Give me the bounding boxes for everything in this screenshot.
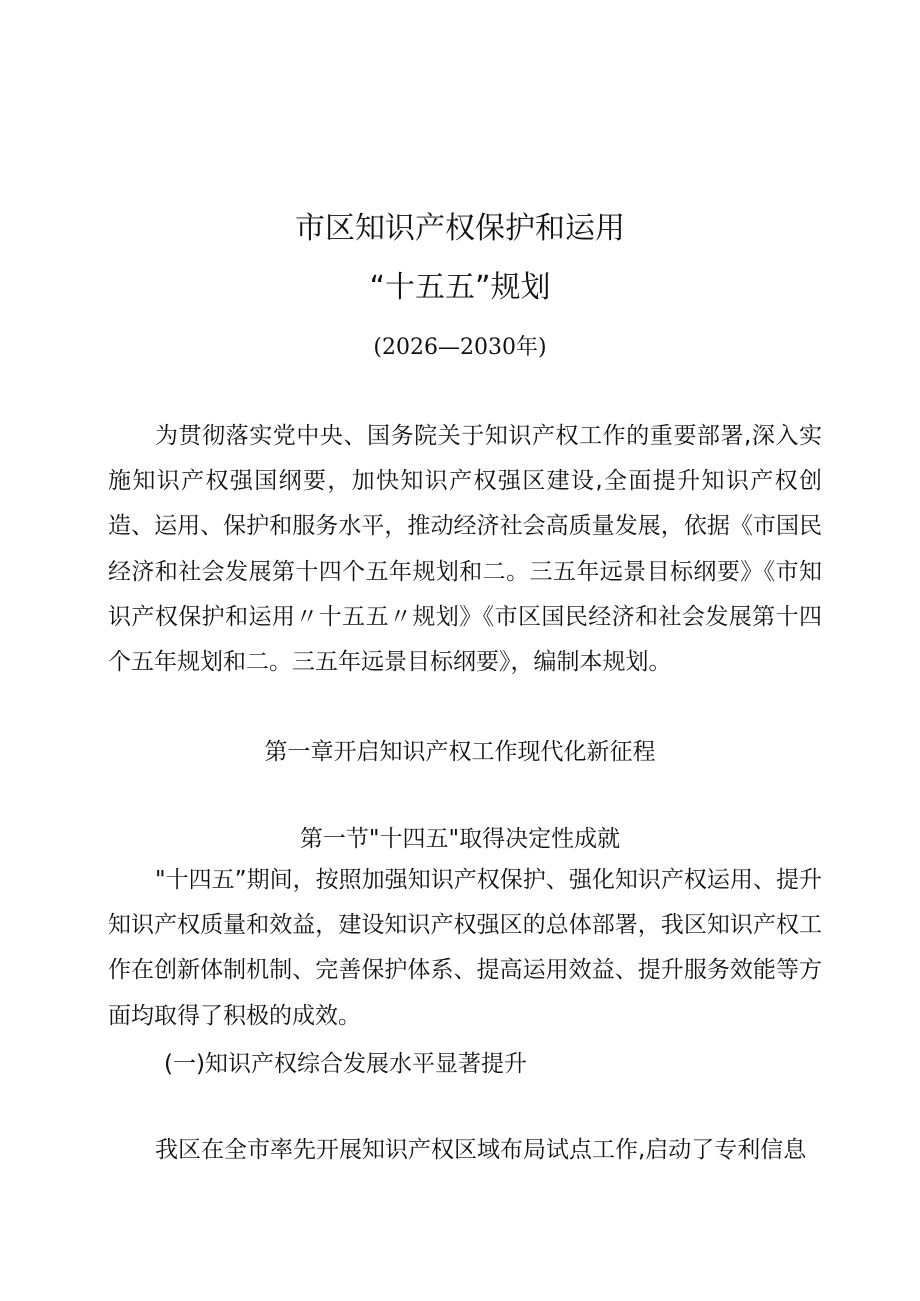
section-1-title: 第一节"十四五"取得决定性成就 xyxy=(299,826,621,852)
intro-paragraph: 为贯彻落实党中央、国务院关于知识产权工作的重要部署,深入实施知识产权强国纲要，加快知识产权强区建设,全面提升知识产权创造、运用、保护和服务水平，推动经济社会高质量发展，依据《市国民经济和社会发展第十四个五年规划和二。三五年远景目标纲要》《市知识产权保护和运用〃十五五〃规划》《市区国民经济和社会发展第十四个五年规划和二。三五年远景目标纲要》，编制本规划。 xyxy=(108,423,822,676)
document-title-line-2: “十五五”规划 xyxy=(369,270,551,305)
chapter-1-title: 第一章开启知识产权工作现代化新征程 xyxy=(264,739,656,765)
section-1-paragraph: "十四五”期间，按照加强知识产权保护、强化知识产权运用、提升知识产权质量和效益，建设知识产权强区的总体部署，我区知识产权工作在创新体制机制、完善保护体系、提高运用效益、提升服务效能等方面均取得了积极的成效。 xyxy=(108,867,822,1029)
subsection-1-paragraph: 我区在全市率先开展知识产权区域布局试点工作,启动了专利信息 xyxy=(155,1137,807,1163)
document-title-line-1: 市区知识产权保护和运用 xyxy=(295,211,625,246)
date-range: (2026—2030年) xyxy=(373,335,547,360)
subsection-1-title: (一)知识产权综合发展水平显著提升 xyxy=(164,1051,527,1077)
